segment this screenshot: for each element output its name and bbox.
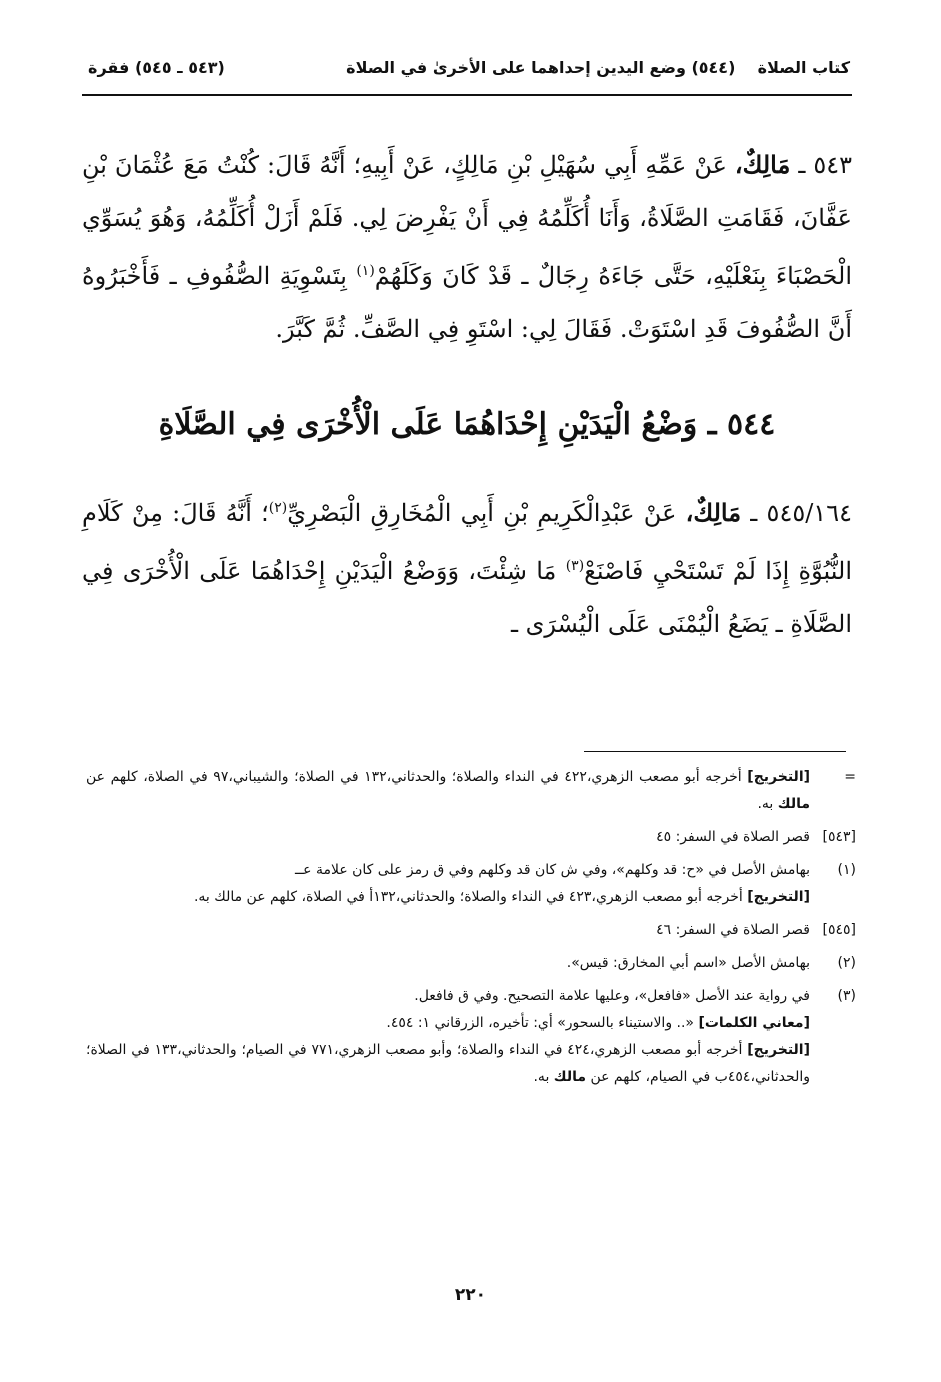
footnote-body xyxy=(86,950,810,977)
narrator-name: مَالِكٌ، xyxy=(685,498,742,527)
footnote-mark: (٣) xyxy=(837,988,856,1004)
takhrij-label: [التخريج] xyxy=(747,769,811,785)
footnote-mark: (١) xyxy=(837,862,856,878)
footnote-1 xyxy=(86,857,856,911)
footnote-543 xyxy=(86,824,856,851)
header-book: كتاب الصلاة xyxy=(757,58,850,77)
footnote-mark: [٥٤٣] xyxy=(822,829,856,845)
footnote-2 xyxy=(86,950,856,977)
footnote-text: في رواية عند الأصل «فافعل»، وعليها علامة التصحيح. وفي ق فافعل. xyxy=(414,988,810,1004)
footnote-ref-2[interactable]: (٢) xyxy=(268,500,288,516)
footnote-3 xyxy=(86,983,856,1091)
footnote-text: أخرجه أبو مصعب الزهري،٤٢٢ في النداء والصلاة؛ والحدثاني،١٣٢ في الصلاة؛ والشيباني،٩٧ في الصلاة، كلهم عن xyxy=(86,769,742,785)
takhrij-label: [التخريج] xyxy=(747,889,810,905)
footnote-ref-1[interactable]: (١) xyxy=(356,263,375,279)
footnote-body xyxy=(86,983,810,1091)
paragraph-text: عَنْ عَمِّهِ أَبِي سُهَيْلِ بْنِ مَالِكٍ، عَنْ أَبِيهِ؛ أَنَّهُ قَالَ: كُنْتُ مَعَ عُثْمَانَ بْنِ عَفَّانَ، فَقَامَتِ الصَّلَاةُ، وَأَنَا أُكَلِّمُهُ فِي أَنْ يَفْرِضَ لِي. فَلَمْ أَزَلْ أُكَلِّمُهُ، وَهُوَ يُسَوِّي الْحَصْبَاءَ بِنَعْلَيْهِ، حَتَّى جَاءَهُ رِجَالٌ ـ قَدْ كَانَ وَكَلَهُمْ xyxy=(82,151,852,290)
footnote-mark: = xyxy=(844,769,856,785)
footnote-body xyxy=(86,917,810,944)
footnote-ref-3[interactable]: (٣) xyxy=(565,558,585,574)
footnote-end: به. xyxy=(757,796,774,812)
paragraph-543 xyxy=(82,138,852,356)
footnote-text: أخرجه أبو مصعب الزهري،٤٢٣ في النداء والصلاة؛ والحدثاني،١٣٢أ في الصلاة، كلهم عن مالك به. xyxy=(193,889,743,905)
footnote-divider xyxy=(584,751,846,752)
footnotes xyxy=(86,764,856,1097)
meaning-text: «.. والاستيناء بالسحور» أي: تأخيره، الزرقاني ١: ٤٥٤. xyxy=(386,1015,694,1031)
paragraph-545 xyxy=(82,482,852,651)
takhrij-label: [التخريج] xyxy=(747,1042,810,1058)
footnote-text: أخرجه أبو مصعب الزهري،٤٢٤ في النداء والصلاة؛ وأبو مصعب الزهري،٧٧١ في الصيام؛ والحدثاني،١٣٣ في الصلاة؛ والحدثاني،٤٥٤ب في الصيام، كلهم عن xyxy=(86,1042,810,1085)
narrator-name: مَالِكٌ، xyxy=(734,150,791,179)
footnote-body xyxy=(86,824,810,851)
main-text xyxy=(82,138,852,651)
header-divider xyxy=(82,94,852,96)
paragraph-text-continued: ؛ أَنَّهُ قَالَ: مِنْ كَلَامِ النُّبُوَّةِ إِذَا لَمْ تَسْتَحْيِ فَاصْنَعْ xyxy=(82,499,852,585)
footnote-body xyxy=(86,857,810,911)
footnote-name: مالك xyxy=(553,1069,587,1085)
header-book-title xyxy=(346,58,850,77)
paragraph-number: ٥٤٥/١٦٤ ـ xyxy=(750,499,852,527)
footnote-text: قصر الصلاة في السفر: ٤٥ xyxy=(656,829,810,845)
paragraph-text: عَنْ عَبْدِالْكَرِيمِ بْنِ أَبِي الْمُخَارِقِ الْبَصْرِيِّ xyxy=(287,499,677,527)
footnote-continuation xyxy=(86,764,856,818)
paragraph-number: ٥٤٣ ـ xyxy=(798,151,852,179)
meaning-label: [معاني الكلمات] xyxy=(698,1015,810,1031)
footnote-text: بهامش الأصل «اسم أبي المخارق: قيس». xyxy=(566,955,810,971)
footnote-545 xyxy=(86,917,856,944)
footnote-mark: [٥٤٥] xyxy=(822,922,856,938)
footnote-text: بهامش الأصل في «ح: قد وكلهم»، وفي ش كان قد وكلهم وفي ق رمز على كان علامة عــ xyxy=(294,862,810,878)
running-header xyxy=(88,58,850,77)
footnote-mark: (٢) xyxy=(837,955,856,971)
chapter-heading: ٥٤٤ ـ وَضْعُ الْيَدَيْنِ إِحْدَاهُمَا عَلَى الْأُخْرَى فِي الصَّلَاةِ xyxy=(158,407,776,442)
footnote-text: قصر الصلاة في السفر: ٤٦ xyxy=(656,922,810,938)
footnote-name: مالك xyxy=(777,796,810,812)
header-paragraph-range: (٥٤٣ ـ ٥٤٥) فقرة xyxy=(88,58,225,77)
header-chapter: (٥٤٤) وضع اليدين إحداهما على الأخرىٰ في الصلاة xyxy=(346,58,736,77)
footnote-body xyxy=(86,764,810,818)
page-number: ٢٢٠ xyxy=(454,1285,487,1305)
footnote-end: به. xyxy=(533,1069,550,1085)
paragraph-text-end: مَا شِئْتَ، وَوَضْعُ الْيَدَيْنِ إِحْدَاهُمَا عَلَى الْأُخْرَى فِي الصَّلَاةِ ـ يَضَعُ الْيُمْنَى عَلَى الْيُسْرَى ـ xyxy=(82,557,852,638)
paragraph-text-continued: بِتَسْوِيَةِ الصُّفُوفِ ـ فَأَخْبَرُوهُ أَنَّ الصُّفُوفَ قَدِ اسْتَوَتْ. فَقَالَ لِي: اسْتَوِ فِي الصَّفِّ. ثُمَّ كَبَّرَ. xyxy=(82,262,852,343)
